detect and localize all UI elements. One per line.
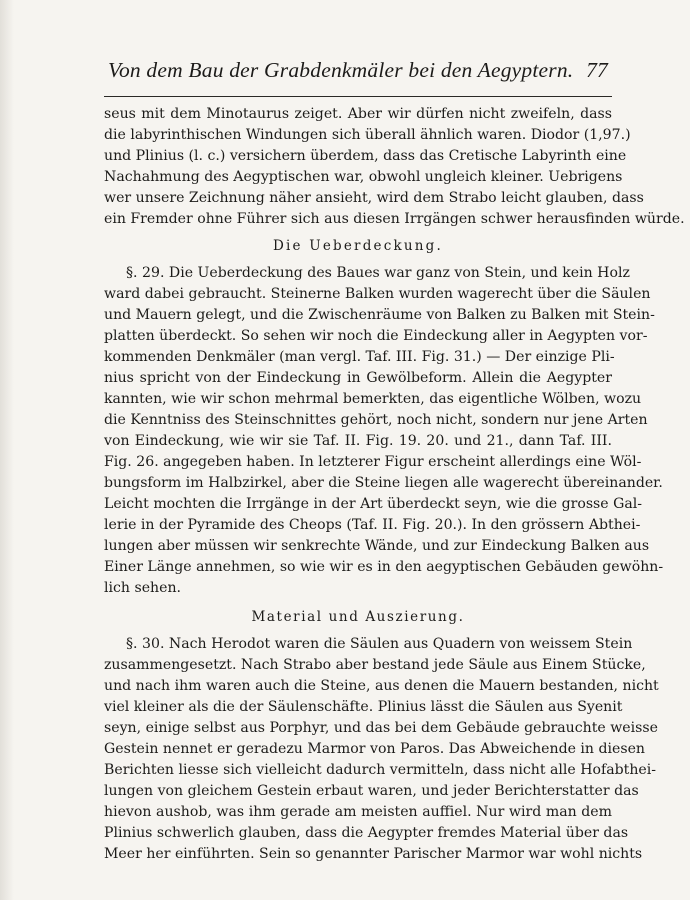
text-line: §. 30. Nach Herodot waren die Säulen aus Quadern von weissem Stein xyxy=(126,636,633,652)
section-30-paragraph xyxy=(104,634,659,865)
text-line: lerie in der Pyramide des Cheops (Taf. II. Fig. 20.). In den grössern Abthei- xyxy=(104,517,641,533)
text-line: Leicht mochten die Irrgänge in der Art überdeckt seyn, wie die grosse Gal- xyxy=(104,496,643,512)
text-line: kannten, wie wir schon mehrmal bemerkten, das eigentliche Wölben, wozu xyxy=(104,391,642,407)
text-line: Einer Länge annehmen, so wie wir es in den aegyptischen Gebäuden gewöhn- xyxy=(104,559,664,575)
text-line: lungen von gleichem Gestein erbaut waren, und jeder Berichterstatter das xyxy=(104,783,639,799)
text-line: die Kenntniss des Steinschnittes gehört, noch nicht, sondern nur jene Arten xyxy=(104,412,648,428)
running-title: Von dem Bau der Grabdenkmäler bei den Aegyptern. xyxy=(108,58,574,82)
text-line: Plinius schwerlich glauben, dass die Aegypter fremdes Material über das xyxy=(104,825,629,841)
text-line: hievon aushob, was ihm gerade am meisten auffiel. Nur wird man dem xyxy=(104,804,612,820)
text-line: die labyrinthischen Windungen sich überall ähnlich waren. Diodor (1,97.) xyxy=(104,127,631,143)
text-line: seyn, einige selbst aus Porphyr, und das bei dem Gebäude gebrauchte weisse xyxy=(104,720,658,736)
text-line: wer unsere Zeichnung näher ansieht, wird dem Strabo leicht glauben, dass xyxy=(104,190,644,206)
text-line: viel kleiner als die der Säulenschäfte. Plinius lässt die Säulen aus Syenit xyxy=(104,699,623,715)
gutter-shadow xyxy=(0,0,14,900)
running-header xyxy=(108,58,608,83)
text-line: und nach ihm waren auch die Steine, aus denen die Mauern bestanden, nicht xyxy=(104,678,659,694)
text-line: Berichten liesse sich vielleicht dadurch vermitteln, dass nicht alle Hofabthei- xyxy=(104,762,657,778)
text-line: bungsform im Halbzirkel, aber die Steine liegen alle wagerecht übereinander. xyxy=(104,475,663,491)
text-line: ein Fremder ohne Führer sich aus diesen Irrgängen schwer herausfinden würde. xyxy=(104,211,685,227)
text-line: platten überdeckt. So sehen wir noch die Eindeckung aller in Aegypten vor- xyxy=(104,328,648,344)
intro-paragraph xyxy=(104,104,685,230)
text-line: lich sehen. xyxy=(104,580,182,596)
section-heading-ueberdeckung: Die Ueberdeckung. xyxy=(273,238,443,254)
text-line: lungen aber müssen wir senkrechte Wände, und zur Eindeckung Balken aus xyxy=(104,538,650,554)
text-line: Fig. 26. angegeben haben. In letzterer Figur erscheint allerdings eine Wöl- xyxy=(104,454,642,470)
text-line: kommenden Denkmäler (man vergl. Taf. III. Fig. 31.) — Der einzige Pli- xyxy=(104,349,615,365)
header-rule xyxy=(104,96,612,97)
text-line: §. 29. Die Ueberdeckung des Baues war ganz von Stein, und kein Holz xyxy=(126,265,630,281)
section-heading-material: Material und Auszierung. xyxy=(251,609,465,625)
text-line: seus mit dem Minotaurus zeiget. Aber wir dürfen nicht zweifeln, dass xyxy=(104,106,612,122)
text-line: nius spricht von der Eindeckung in Gewölbeform. Allein die Aegypter xyxy=(104,370,612,386)
text-line: und Plinius (l. c.) versichern überdem, dass das Cretische Labyrinth eine xyxy=(104,148,627,164)
text-line: Nachahmung des Aegyptischen war, obwohl ungleich kleiner. Uebrigens xyxy=(104,169,623,185)
text-line: Gestein nennet er geradezu Marmor von Paros. Das Abweichende in diesen xyxy=(104,741,646,757)
text-line: zusammengesetzt. Nach Strabo aber bestand jede Säule aus Einem Stücke, xyxy=(104,657,646,673)
text-line: von Eindeckung, wie wir sie Taf. II. Fig. 19. 20. und 21., dann Taf. III. xyxy=(104,433,612,449)
text-line: Meer her einführten. Sein so genannter Parischer Marmor war wohl nichts xyxy=(104,846,643,862)
body-text xyxy=(104,104,685,865)
page-number: 77 xyxy=(586,58,608,82)
section-29-paragraph xyxy=(104,263,664,599)
text-line: und Mauern gelegt, und die Zwischenräume von Balken zu Balken mit Stein- xyxy=(104,307,655,323)
text-line: ward dabei gebraucht. Steinerne Balken wurden wagerecht über die Säulen xyxy=(104,286,651,302)
